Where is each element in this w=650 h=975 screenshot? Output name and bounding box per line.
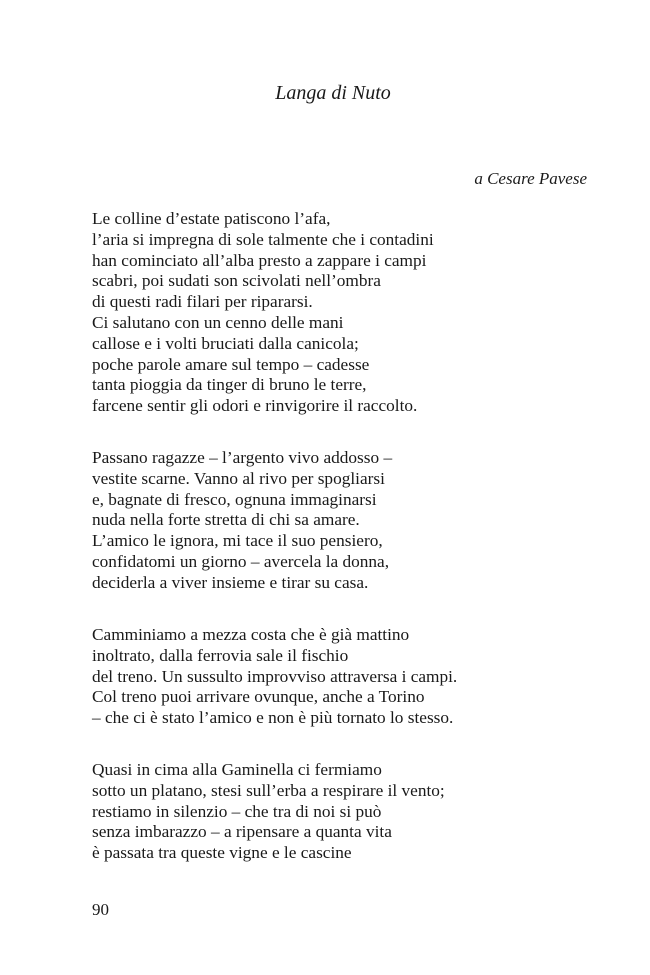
poem-line: di questi radi filari per ripararsi.	[92, 292, 313, 312]
stanza-3	[92, 625, 457, 729]
poem-line: Quasi in cima alla Gaminella ci fermiamo	[92, 760, 382, 779]
poem-dedication: a Cesare Pavese	[474, 169, 587, 188]
poem-line: – che ci è stato l’amico e non è più tornato lo stesso.	[92, 708, 454, 728]
poem-line: sotto un platano, stesi sull’erba a respirare il vento;	[92, 780, 445, 800]
poem-line: Passano ragazze – l’argento vivo addosso –	[92, 448, 393, 467]
page-number: 90	[92, 900, 109, 919]
poem-line: deciderla a viver insieme e tirar su casa.	[92, 572, 369, 592]
poem-line: L’amico le ignora, mi tace il suo pensiero,	[92, 531, 383, 551]
stanza-2	[92, 448, 392, 594]
poem-line: nuda nella forte stretta di chi sa amare.	[92, 510, 360, 530]
stanza-1	[92, 209, 434, 417]
poem-line: restiamo in silenzio – che tra di noi si può	[92, 801, 382, 821]
poem-line: poche parole amare sul tempo – cadesse	[92, 354, 370, 374]
poem-line: farcene sentir gli odori e rinvigorire il raccolto.	[92, 396, 418, 416]
stanza-4	[92, 760, 445, 864]
poem-line: inoltrato, dalla ferrovia sale il fischio	[92, 645, 349, 665]
poem-line: e, bagnate di fresco, ognuna immaginarsi	[92, 489, 377, 509]
poem-line: han cominciato all’alba presto a zappare i campi	[92, 250, 427, 270]
poem-line: l’aria si impregna di sole talmente che i contadini	[92, 229, 434, 249]
poem-line: Ci salutano con un cenno delle mani	[92, 312, 344, 332]
poem-title: Langa di Nuto	[275, 82, 391, 104]
poem-line: Camminiamo a mezza costa che è già mattino	[92, 625, 410, 644]
poem-line: è passata tra queste vigne e le cascine	[92, 843, 352, 863]
poem-line: confidatomi un giorno – avercela la donna,	[92, 551, 390, 571]
poem-line: del treno. Un sussulto improvviso attraversa i campi.	[92, 666, 458, 686]
poem-line: Le colline d’estate patiscono l’afa,	[92, 209, 331, 228]
poem-line: Col treno puoi arrivare ovunque, anche a Torino	[92, 687, 425, 707]
poem-line: tanta pioggia da tinger di bruno le terre,	[92, 375, 367, 395]
poem-line: callose e i volti bruciati dalla canicola;	[92, 333, 359, 353]
poem-line: vestite scarne. Vanno al rivo per spogliarsi	[92, 468, 385, 488]
poem-line: senza imbarazzo – a ripensare a quanta vita	[92, 822, 392, 842]
poem-line: scabri, poi sudati son scivolati nell’ombra	[92, 271, 381, 291]
